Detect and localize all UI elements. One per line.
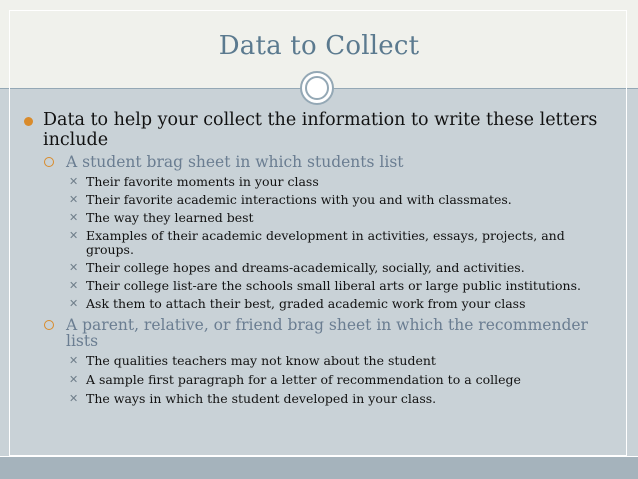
x-bullet-icon: ✕ (69, 211, 79, 224)
hollow-circle-bullet-icon (44, 157, 54, 167)
section-heading: A parent, relative, or friend brag sheet in which the recommender lists (66, 316, 588, 350)
circle-ornament-icon (300, 71, 334, 105)
slide-title: Data to Collect (218, 31, 420, 61)
hollow-circle-bullet-icon (44, 320, 54, 330)
section-heading: A student brag sheet in which students list (66, 153, 404, 171)
list-item: The ways in which the student developed in your class. (86, 391, 437, 406)
main-bullet-text: Data to help your collect the information to write these letters include (43, 110, 598, 150)
list-item: The qualities teachers may not know about the student (86, 353, 436, 368)
list-item: The way they learned best (86, 210, 254, 225)
list-item: Ask them to attach their best, graded academic work from your class (86, 296, 526, 311)
list-item: Their favorite academic interactions with you and with classmates. (86, 192, 512, 207)
list-item: A sample first paragraph for a letter of recommendation to a college (86, 372, 521, 387)
x-bullet-icon: ✕ (69, 175, 79, 188)
filled-circle-bullet-icon (24, 117, 33, 126)
list-item: Examples of their academic development in activities, essays, projects, and groups. (86, 228, 565, 257)
footer-line (0, 456, 638, 457)
list-item: Their favorite moments in your class (86, 174, 319, 189)
x-bullet-icon: ✕ (69, 297, 79, 310)
x-bullet-icon: ✕ (69, 261, 79, 274)
list-item: Their college list-are the schools small liberal arts or large public institutions. (86, 278, 581, 293)
circle-ornament-inner (305, 76, 329, 100)
x-bullet-icon: ✕ (69, 392, 79, 405)
x-bullet-icon: ✕ (69, 354, 79, 367)
x-bullet-icon: ✕ (69, 229, 79, 242)
x-bullet-icon: ✕ (69, 373, 79, 386)
footer-bar (0, 456, 638, 479)
x-bullet-icon: ✕ (69, 193, 79, 206)
x-bullet-icon: ✕ (69, 279, 79, 292)
list-item: Their college hopes and dreams-academically, socially, and activities. (86, 260, 525, 275)
